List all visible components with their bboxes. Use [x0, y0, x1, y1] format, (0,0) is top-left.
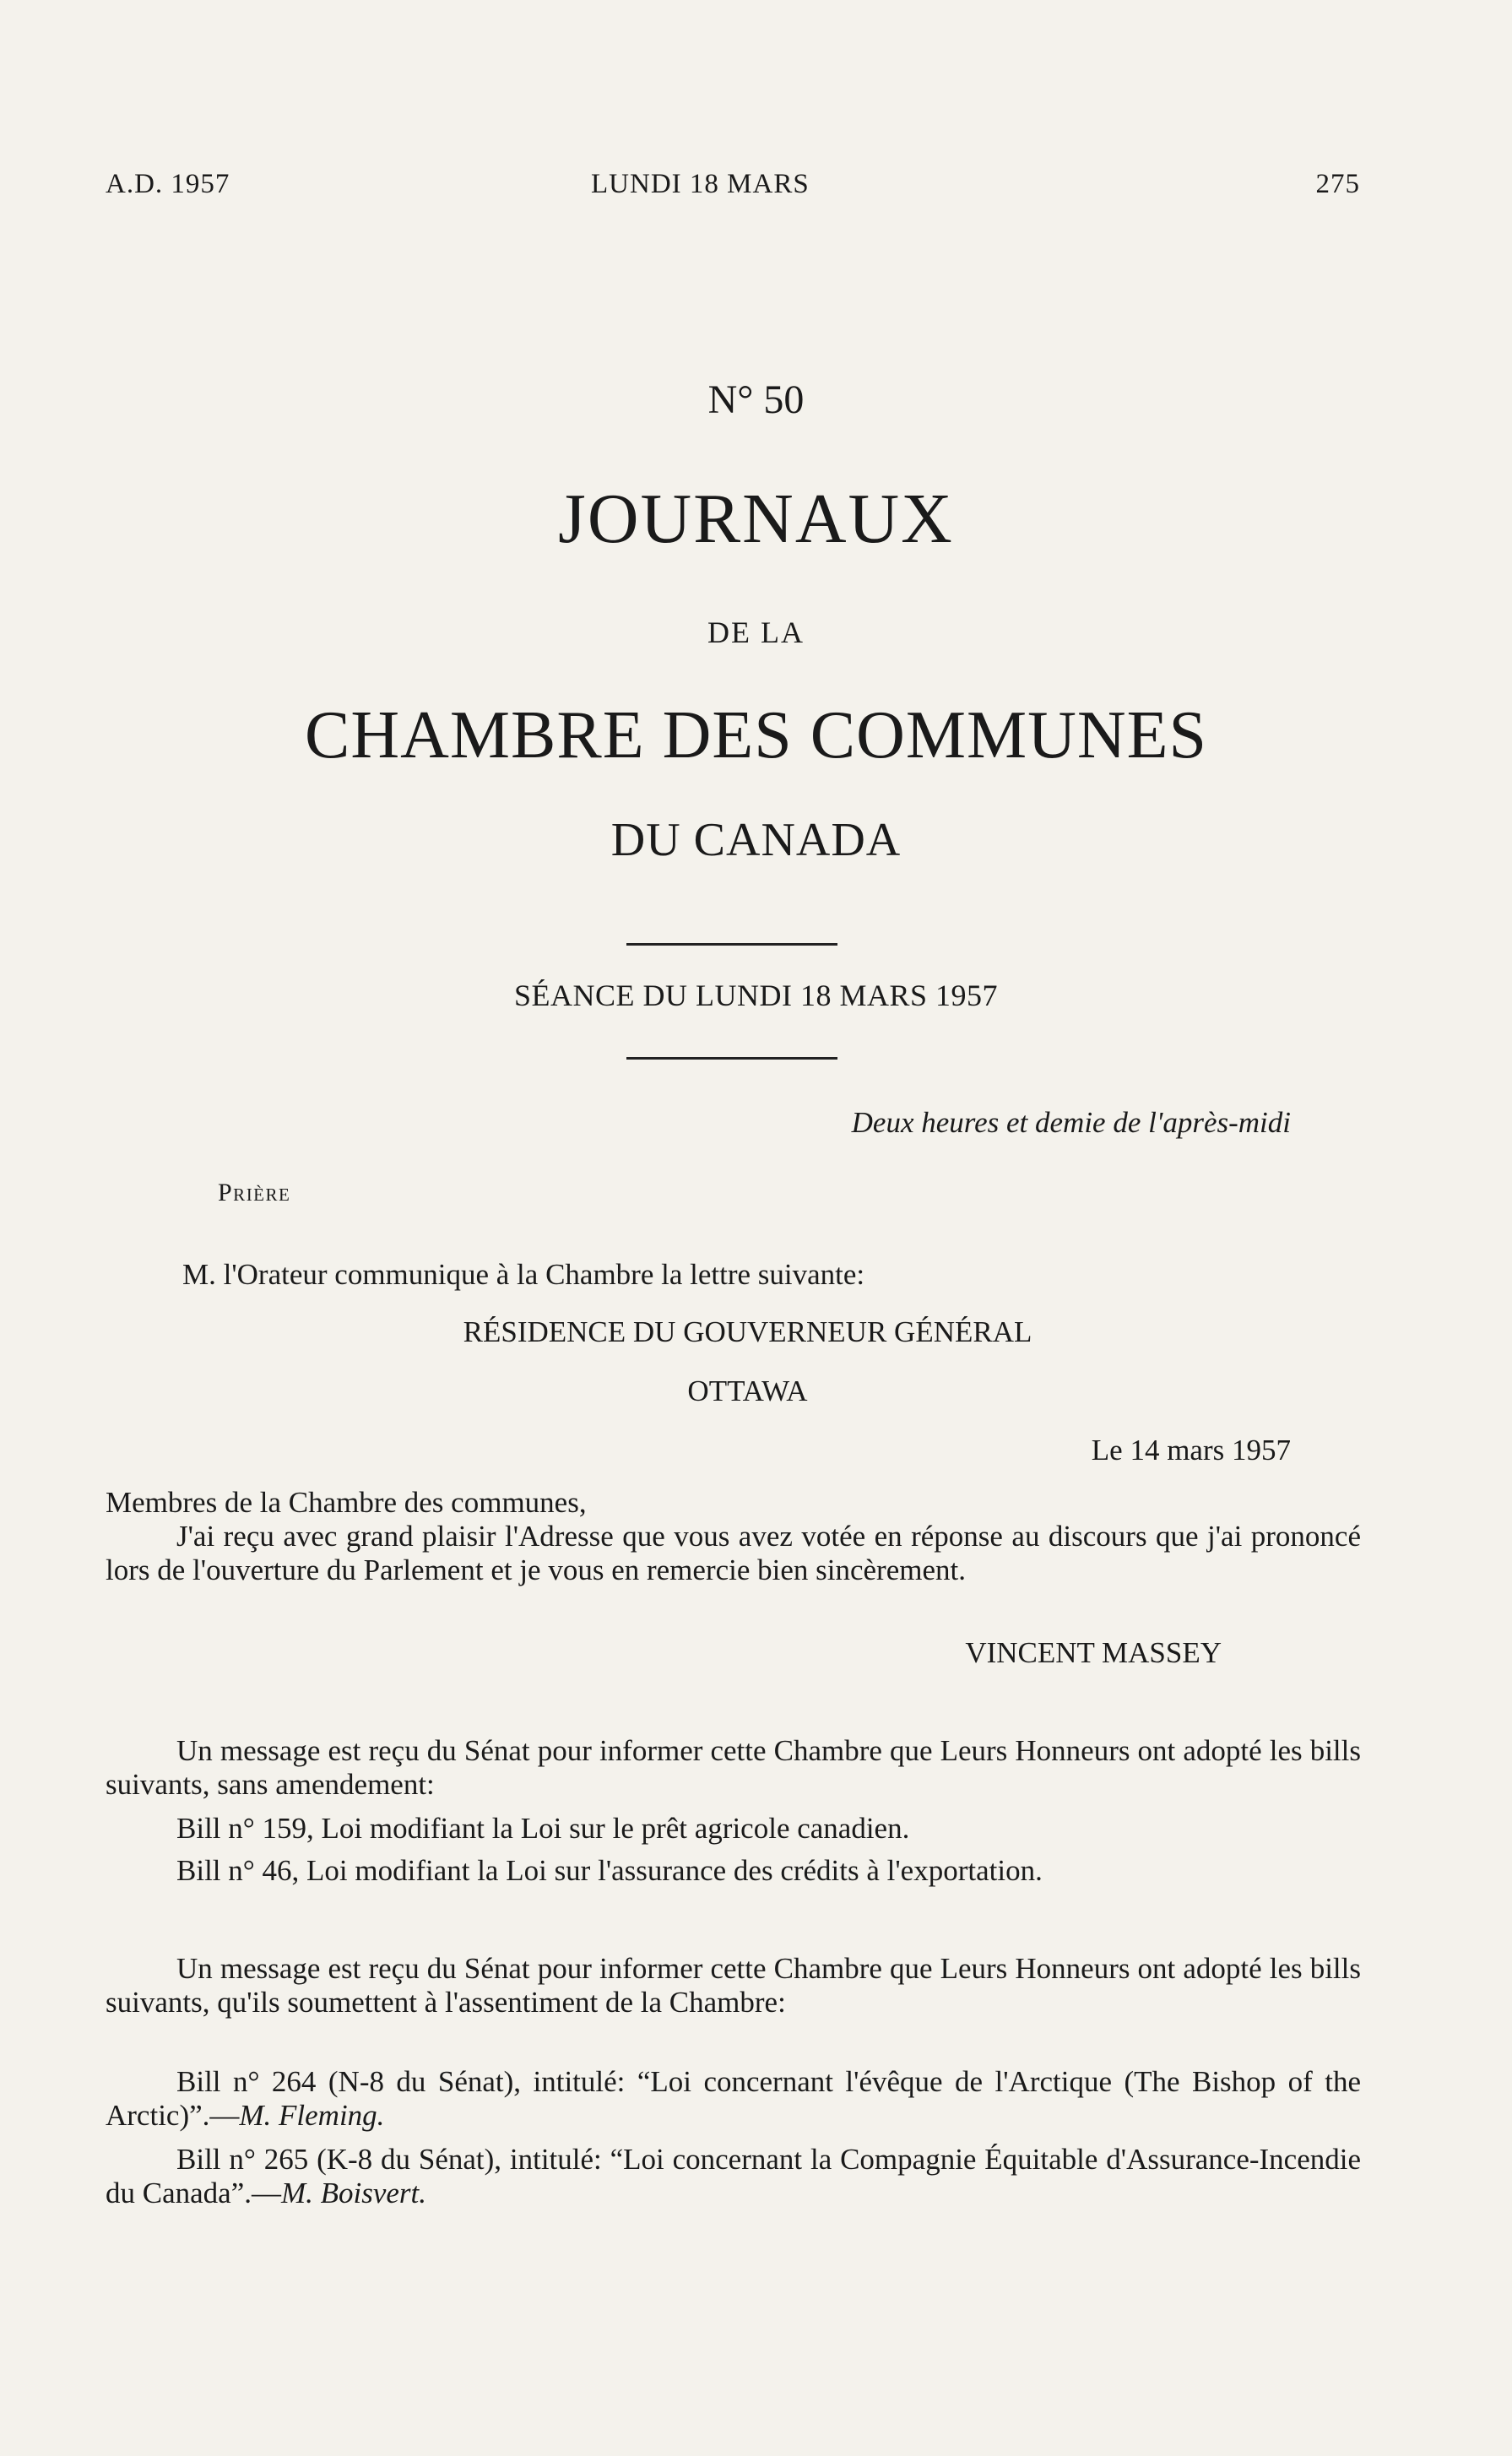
divider-bottom — [626, 1057, 837, 1060]
letter-date: Le 14 mars 1957 — [1091, 1434, 1291, 1467]
message2-bill-264 — [106, 2065, 1361, 2133]
letter-salutation: Membres de la Chambre des communes, — [106, 1486, 587, 1519]
bill-264-sponsor: M. Fleming. — [239, 2099, 385, 2132]
title-canada: DU CANADA — [610, 814, 902, 866]
letter-signature: VINCENT MASSEY — [965, 1636, 1222, 1669]
letter-heading: RÉSIDENCE DU GOUVERNEUR GÉNÉRAL — [463, 1315, 1032, 1348]
message1-intro: Un message est reçu du Sénat pour informer cette Chambre que Leurs Honneurs ont adopté les bills suivants, sans amendement: — [106, 1734, 1361, 1801]
message2-intro: Un message est reçu du Sénat pour informer cette Chambre que Leurs Honneurs ont adopté les bills suivants, qu'ils soumettent à l'assentiment de la Chambre: — [106, 1952, 1361, 2019]
session-heading: SÉANCE DU LUNDI 18 MARS 1957 — [513, 979, 999, 1012]
divider-top — [626, 943, 837, 946]
header-date: LUNDI 18 MARS — [591, 169, 810, 199]
message2-bill-265 — [106, 2143, 1361, 2210]
running-head — [106, 169, 1360, 211]
header-year: A.D. 1957 — [106, 169, 230, 199]
bill-264-text: Bill n° 264 (N-8 du Sénat), intitulé: “Loi concernant l'évêque de l'Arctique (The Bishop of the Arctic)”.— — [106, 2065, 1361, 2132]
message1-bill-46: Bill n° 46, Loi modifiant la Loi sur l'assurance des crédits à l'exportation. — [176, 1854, 1043, 1887]
letter-body: J'ai reçu avec grand plaisir l'Adresse que vous avez votée en réponse au discours que j'ai prononcé lors de l'ouverture du Parlement et je vous en remercie bien sincèrement. — [106, 1520, 1361, 1586]
letter-city: OTTAWA — [687, 1374, 808, 1407]
page-number: 275 — [1315, 169, 1360, 199]
bill-265-sponsor: M. Boisvert. — [280, 2177, 427, 2209]
message1-bill-159: Bill n° 159, Loi modifiant la Loi sur le prêt agricole canadien. — [176, 1812, 910, 1845]
bill-265-text: Bill n° 265 (K-8 du Sénat), intitulé: “Loi concernant la Compagnie Équitable d'Assurance-Incendie du Canada”.— — [106, 2143, 1361, 2209]
title-chambre: CHAMBRE DES COMMUNES — [304, 698, 1208, 773]
title-journaux: JOURNAUX — [558, 480, 954, 558]
priere-heading: Prière — [218, 1179, 291, 1206]
issue-number: N° 50 — [707, 377, 805, 422]
orateur-line: M. l'Orateur communique à la Chambre la lettre suivante: — [182, 1258, 865, 1291]
title-de-la: DE LA — [707, 615, 805, 649]
session-time: Deux heures et demie de l'après-midi — [851, 1106, 1291, 1139]
